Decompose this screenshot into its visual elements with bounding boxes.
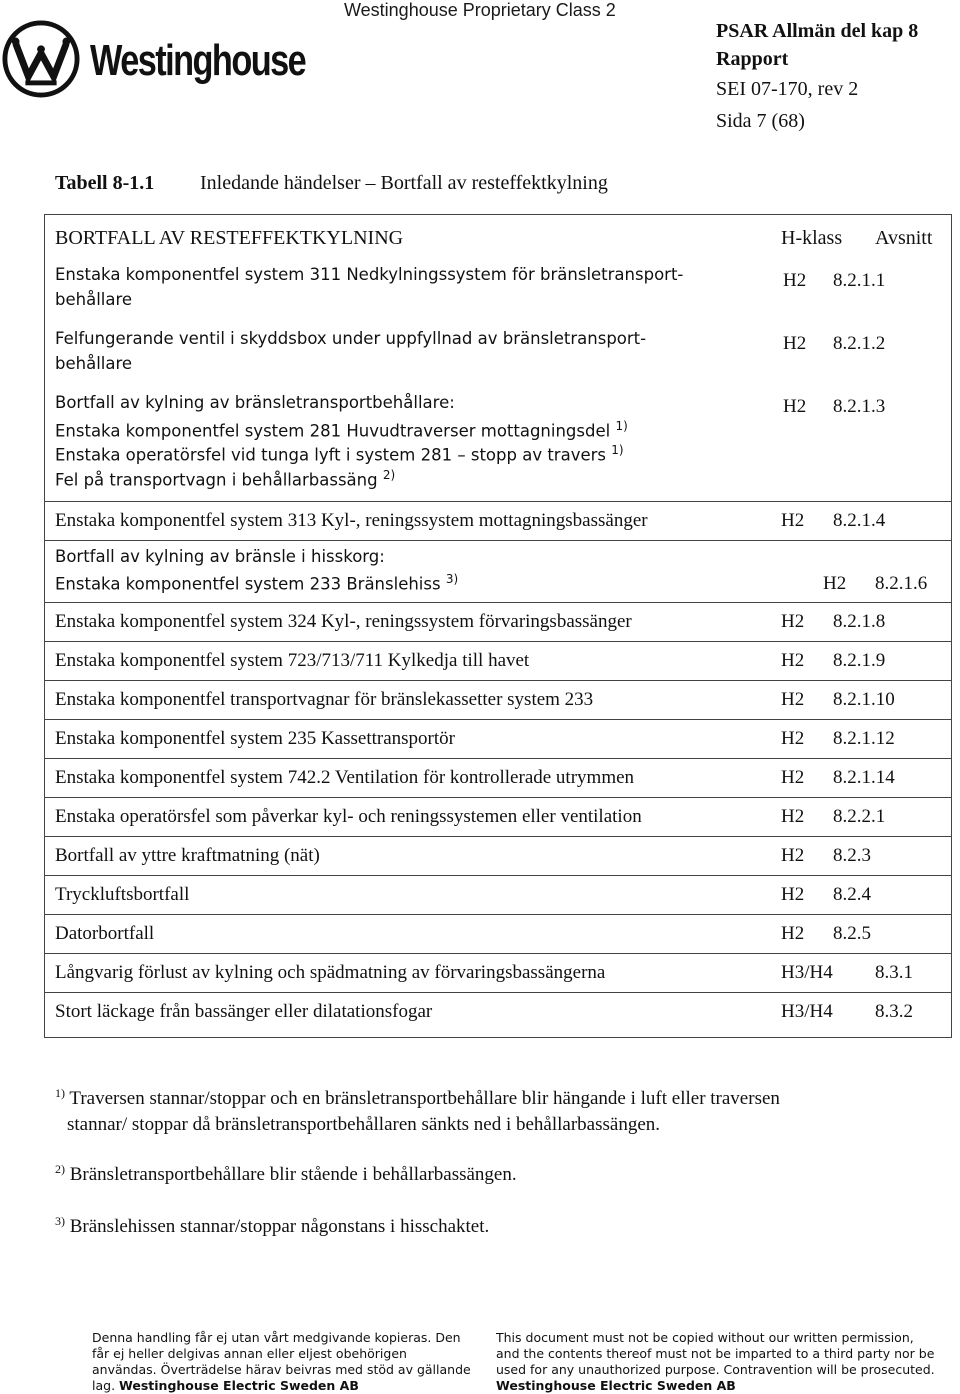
footnote-text: Bränslehissen stannar/stoppar någonstans i hisschaktet. <box>69 1216 490 1237</box>
footer-legal-text: This document must not be copied without our written permission, and the contents thereof must not be imparted to a third party nor be used for any unauthorized purpose. Contravention will be prosecuted. <box>496 1330 935 1377</box>
footnote-mark: 1) <box>55 1086 65 1100</box>
footnote-text: Traversen stannar/stoppar och en bränsletransportbehållare blir hängande i luft eller traversen <box>69 1088 780 1109</box>
row-hclass: H3/H4 <box>781 1001 833 1022</box>
footnote-text: Bränsletransportbehållare blir stående i behållarbassängen. <box>69 1164 517 1185</box>
row-hclass: H2 <box>781 689 805 710</box>
row-text: Datorbortfall <box>55 923 155 944</box>
row-section: 8.2.5 <box>833 923 871 944</box>
row-text: Fel på transportvagn i behållarbassäng <box>55 470 378 490</box>
row-text: Långvarig förlust av kylning och spädmatning av förvaringsbassängerna <box>55 962 606 983</box>
row-divider <box>45 680 951 681</box>
row-text: behållare <box>55 354 133 373</box>
footnote-mark: 2) <box>55 1162 65 1176</box>
row-section: 8.3.1 <box>875 962 913 983</box>
row-text: Bortfall av kylning av bränsletransportbehållare: <box>55 393 455 412</box>
row-divider <box>45 953 951 954</box>
table-header-title: BORTFALL AV RESTEFFEKTKYLNING <box>55 227 404 249</box>
row-hclass: H2 <box>781 845 805 866</box>
footer-legal-english <box>496 1330 936 1394</box>
row-text: Enstaka komponentfel system 324 Kyl-, reningssystem förvaringsbassänger <box>55 611 632 632</box>
row-section: 8.2.1.3 <box>833 396 886 417</box>
row-text: Enstaka komponentfel system 311 Nedkylningssystem för bränsletransport- <box>55 265 684 284</box>
row-hclass: H3/H4 <box>781 962 833 983</box>
document-reference: SEI 07-170, rev 2 <box>716 78 859 100</box>
classification-label: Westinghouse Proprietary Class 2 <box>344 0 616 20</box>
row-hclass: H2 <box>781 728 805 749</box>
row-section: 8.2.1.14 <box>833 767 895 788</box>
row-text: Enstaka komponentfel system 723/713/711 Kylkedja till havet <box>55 650 530 671</box>
row-section: 8.2.1.1 <box>833 270 886 291</box>
footnote-ref: 1) <box>615 419 628 433</box>
row-text: behållare <box>55 290 133 309</box>
row-text: Bortfall av kylning av bränsle i hisskorg: <box>55 547 385 566</box>
row-hclass: H2 <box>781 510 805 531</box>
westinghouse-logo-icon <box>2 20 80 98</box>
row-text: Stort läckage från bassänger eller dilatationsfogar <box>55 1001 433 1022</box>
row-text: Enstaka komponentfel transportvagnar för bränslekassetter system 233 <box>55 689 594 710</box>
row-hclass: H2 <box>781 611 805 632</box>
footnote-2 <box>55 1164 517 1186</box>
row-text: Enstaka operatörsfel som påverkar kyl- och reningssystemen eller ventilation <box>55 806 642 827</box>
footnote-3 <box>55 1216 489 1238</box>
row-section: 8.2.1.4 <box>833 510 886 531</box>
row-divider <box>45 719 951 720</box>
row-hclass: H2 <box>823 573 847 594</box>
row-section: 8.2.1.9 <box>833 650 886 671</box>
row-text: Tryckluftsbortfall <box>55 884 190 905</box>
document-title: PSAR Allmän del kap 8 <box>716 20 919 42</box>
row-text: Enstaka komponentfel system 313 Kyl-, reningssystem mottagningsbassänger <box>55 510 648 531</box>
row-divider <box>45 797 951 798</box>
row-hclass: H2 <box>783 333 807 354</box>
row-divider <box>45 992 951 993</box>
row-divider <box>45 836 951 837</box>
row-hclass: H2 <box>781 650 805 671</box>
row-hclass: H2 <box>781 884 805 905</box>
footnote-mark: 3) <box>55 1214 65 1228</box>
row-text: Enstaka komponentfel system 233 Bränslehiss <box>55 574 441 594</box>
row-divider <box>45 875 951 876</box>
table-header-hclass: H-klass <box>781 227 843 249</box>
row-hclass: H2 <box>781 923 805 944</box>
footnote-1 <box>55 1088 780 1110</box>
row-section: 8.2.1.10 <box>833 689 895 710</box>
row-section: 8.2.2.1 <box>833 806 886 827</box>
row-divider <box>45 641 951 642</box>
row-section: 8.3.2 <box>875 1001 913 1022</box>
table-caption-text: Inledande händelser – Bortfall av resteffektkylning <box>200 172 608 194</box>
footer-legal-text: Denna handling får ej utan vårt medgivande kopieras. Den får ej heller delgivas annan eller eljest obehörigen användas. Överträdelse härav beivras med stöd av gällande lag. <box>92 1330 471 1393</box>
document-subtitle: Rapport <box>716 48 789 70</box>
row-hclass: H2 <box>781 767 805 788</box>
row-text: Enstaka komponentfel system 281 Huvudtraverser mottagningsdel <box>55 421 611 441</box>
row-section: 8.2.1.2 <box>833 333 886 354</box>
row-section: 8.2.4 <box>833 884 871 905</box>
footnote-ref: 1) <box>611 443 624 457</box>
page-number: Sida 7 (68) <box>716 110 805 132</box>
row-divider <box>45 540 951 541</box>
row-divider <box>45 602 951 603</box>
row-text: Enstaka komponentfel system 742.2 Ventilation för kontrollerade utrymmen <box>55 767 635 788</box>
row-section: 8.2.1.8 <box>833 611 886 632</box>
footnote-1-continued: stannar/ stoppar då bränsletransportbehållaren sänkts ned i behållarbassängen. <box>67 1114 661 1135</box>
row-section: 8.2.3 <box>833 845 871 866</box>
footer-company: Westinghouse Electric Sweden AB <box>119 1378 359 1393</box>
row-section: 8.2.1.6 <box>875 573 928 594</box>
row-divider <box>45 758 951 759</box>
row-text: Enstaka komponentfel system 235 Kassettransportör <box>55 728 455 749</box>
initiating-events-table <box>44 214 952 1038</box>
footer-legal-swedish <box>92 1330 472 1394</box>
row-text: Bortfall av yttre kraftmatning (nät) <box>55 845 320 866</box>
westinghouse-logo-text: Westinghouse <box>90 36 306 85</box>
row-hclass: H2 <box>783 270 807 291</box>
row-divider <box>45 501 951 502</box>
row-section: 8.2.1.12 <box>833 728 895 749</box>
table-caption-number: Tabell 8-1.1 <box>55 172 155 194</box>
row-hclass: H2 <box>783 396 807 417</box>
footer-company: Westinghouse Electric Sweden AB <box>496 1378 736 1393</box>
row-hclass: H2 <box>781 806 805 827</box>
footnote-ref: 2) <box>382 468 396 482</box>
row-text: Felfungerande ventil i skyddsbox under uppfyllnad av bränsletransport- <box>55 329 647 348</box>
row-text: Enstaka operatörsfel vid tunga lyft i system 281 – stopp av travers <box>55 445 606 465</box>
table-header-section: Avsnitt <box>875 227 933 249</box>
row-divider <box>45 914 951 915</box>
footnote-ref: 3) <box>445 572 459 586</box>
